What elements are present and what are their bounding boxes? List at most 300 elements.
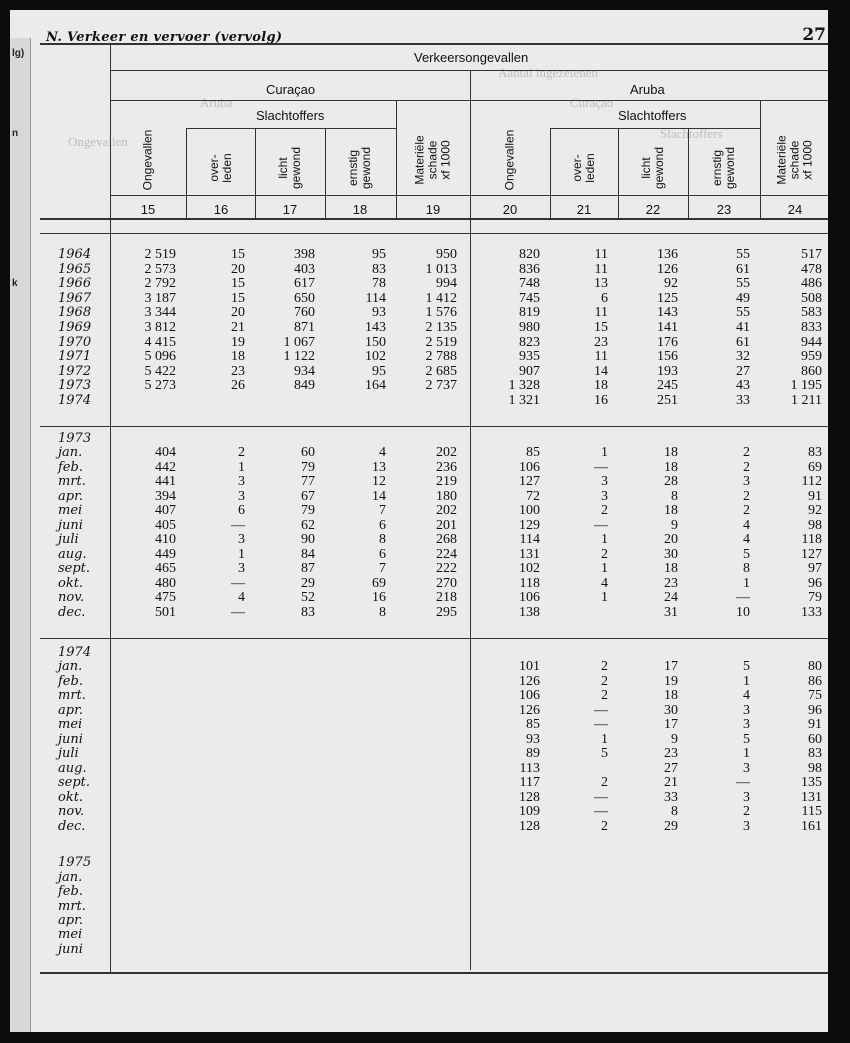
table-cell: 3	[238, 561, 245, 576]
table-cell: 29	[301, 575, 315, 591]
row-label: dec.	[58, 604, 86, 620]
table-cell: 141	[657, 320, 678, 335]
table-cell: 2 685	[425, 363, 457, 379]
table-cell: —	[231, 575, 245, 591]
rule	[255, 128, 256, 218]
table-cell: 3	[743, 818, 750, 834]
table-cell: 2	[601, 546, 608, 562]
rule	[688, 128, 689, 218]
table-cell: 43	[736, 378, 750, 394]
table-cell: 3	[743, 760, 750, 776]
table-cell: 1 211	[791, 393, 822, 408]
strip-text: n	[12, 128, 19, 139]
table-cell: 52	[301, 590, 315, 605]
table-cell: 407	[155, 503, 176, 518]
table-cell: 62	[301, 517, 315, 533]
table-cell: 161	[801, 818, 822, 834]
table-cell: 126	[519, 702, 540, 718]
table-cell: —	[231, 604, 245, 620]
table-cell: 2 573	[144, 261, 176, 277]
table-cell: 23	[594, 334, 608, 350]
row-label: aug.	[58, 546, 87, 562]
table-cell: —	[594, 517, 608, 533]
column-number: 16	[213, 202, 229, 217]
table-cell: 3	[743, 474, 750, 489]
table-cell: 5 096	[144, 349, 176, 365]
rule	[396, 100, 397, 218]
table-cell: 1	[601, 590, 608, 605]
table-cell: 23	[664, 746, 678, 761]
table-cell: 1	[743, 575, 750, 591]
rule	[186, 128, 396, 129]
table-cell: 15	[231, 290, 245, 306]
row-label: 1964	[58, 247, 92, 262]
table-cell: 93	[526, 731, 540, 747]
table-cell: —	[594, 804, 608, 819]
table-cell: 83	[808, 445, 822, 460]
column-number: 19	[425, 202, 441, 217]
table-cell: 517	[801, 247, 822, 262]
table-cell: 3	[743, 702, 750, 718]
table-cell: 93	[372, 305, 386, 321]
table-cell: 1 013	[425, 261, 457, 277]
header-schade-curacao: Materiële schade xf 1000	[412, 135, 453, 185]
header-schade-aruba: Materiële schade xf 1000	[774, 135, 815, 185]
table-cell: 61	[736, 261, 750, 277]
table-cell: 465	[155, 561, 176, 576]
table-cell: 49	[736, 290, 750, 306]
rule	[40, 43, 828, 45]
table-cell: 9	[671, 731, 678, 747]
row-label: apr.	[58, 912, 83, 928]
table-cell: 650	[294, 290, 315, 306]
table-cell: 3	[601, 474, 608, 489]
bleed-through-text: Slachtoffers	[660, 126, 723, 141]
table-cell: 410	[155, 532, 176, 547]
column-number: 24	[787, 202, 803, 217]
table-cell: 2 737	[425, 378, 457, 394]
table-cell: 2 788	[425, 349, 457, 365]
row-label: 1972	[58, 363, 92, 379]
table-cell: 16	[372, 590, 386, 605]
table-cell: 10	[736, 604, 750, 620]
row-label: juni	[58, 517, 83, 533]
rule	[110, 195, 828, 196]
table-cell: 9	[671, 517, 678, 533]
table-cell: 86	[808, 673, 822, 689]
table-cell: 994	[436, 276, 457, 292]
table-cell: 30	[664, 702, 678, 718]
row-label: nov.	[58, 804, 85, 819]
table-cell: 403	[294, 261, 315, 277]
row-label: 1970	[58, 334, 92, 350]
table-cell: 7	[379, 503, 386, 518]
table-cell: 29	[664, 818, 678, 834]
row-label: 1966	[58, 276, 92, 292]
table-cell: 2	[601, 688, 608, 703]
row-label: 1974	[58, 393, 92, 408]
table-cell: —	[594, 702, 608, 718]
table-cell: 1	[601, 445, 608, 460]
table-cell: 2 792	[144, 276, 176, 292]
table-cell: 5	[743, 546, 750, 562]
table-cell: 18	[594, 378, 608, 394]
table-cell: 41	[736, 320, 750, 335]
table-cell: 129	[519, 517, 540, 533]
table-cell: 33	[664, 789, 678, 805]
table-cell: 118	[801, 532, 822, 547]
adjacent-page-edge	[10, 38, 31, 1032]
table-cell: 1 122	[283, 349, 315, 365]
table-cell: 126	[519, 673, 540, 689]
row-label: jan.	[58, 445, 83, 460]
row-label: jan.	[58, 870, 83, 885]
table-cell: 3	[743, 789, 750, 805]
table-cell: 13	[372, 459, 386, 475]
table-cell: 819	[519, 305, 540, 321]
table-cell: 131	[519, 546, 540, 562]
row-label: aug.	[58, 760, 87, 776]
table-cell: 11	[594, 349, 608, 365]
table-cell: 6	[379, 546, 386, 562]
header-ongevallen-curacao: Ongevallen	[140, 129, 155, 191]
table-cell: —	[594, 717, 608, 732]
row-label: 1969	[58, 320, 92, 335]
table-cell: 950	[436, 247, 457, 262]
table-cell: 131	[801, 789, 822, 805]
rule	[760, 100, 761, 218]
table-cell: 77	[301, 474, 315, 489]
table-cell: 69	[808, 459, 822, 475]
table-cell: 79	[301, 503, 315, 518]
document-page	[10, 10, 828, 1032]
table-cell: 270	[436, 575, 457, 591]
rule	[110, 100, 828, 101]
table-cell: 449	[155, 546, 176, 562]
table-cell: 218	[436, 590, 457, 605]
column-number: 20	[502, 202, 518, 217]
table-cell: 125	[657, 290, 678, 306]
bleed-through-text: Aruba	[200, 95, 233, 110]
header-ernstig-gewond-aruba: ernstig gewond	[710, 146, 737, 190]
table-cell: 8	[379, 532, 386, 547]
table-cell: 1 328	[508, 378, 540, 394]
table-cell: 5	[743, 659, 750, 674]
table-cell: 2	[601, 673, 608, 689]
table-cell: 3 187	[144, 290, 176, 306]
table-cell: 109	[519, 804, 540, 819]
table-cell: 27	[736, 363, 750, 379]
table-cell: 13	[594, 276, 608, 292]
rule	[110, 43, 111, 973]
bleed-through-text: Curaçao	[570, 95, 614, 110]
row-label: 1975	[58, 855, 92, 870]
table-cell: 133	[801, 604, 822, 620]
table-cell: 823	[519, 334, 540, 350]
table-cell: 583	[801, 305, 822, 321]
rule	[325, 128, 326, 218]
table-cell: 860	[801, 363, 822, 379]
table-cell: 106	[519, 459, 540, 475]
table-cell: 268	[436, 532, 457, 547]
row-label: mei	[58, 503, 83, 518]
table-cell: 27	[664, 760, 678, 776]
table-cell: 1 067	[283, 334, 315, 350]
table-cell: 224	[436, 546, 457, 562]
table-cell: 112	[801, 474, 822, 489]
table-cell: 11	[594, 305, 608, 321]
table-cell: 486	[801, 276, 822, 292]
header-curacao: Curaçao	[266, 82, 316, 97]
bleed-through-text: Aantal ingezetenen	[498, 65, 598, 80]
table-cell: 478	[801, 261, 822, 277]
rule	[618, 128, 619, 218]
table-cell: 1	[743, 673, 750, 689]
table-cell: 15	[231, 276, 245, 292]
table-cell: 98	[808, 760, 822, 776]
row-label: okt.	[58, 789, 84, 805]
table-cell: 176	[657, 334, 678, 350]
table-cell: 114	[519, 532, 540, 547]
table-cell: 55	[736, 247, 750, 262]
page-title: N. Verkeer en vervoer (vervolg)	[46, 30, 283, 45]
table-cell: 126	[657, 261, 678, 277]
table-cell: 3 812	[144, 320, 176, 335]
table-cell: 2	[743, 459, 750, 475]
table-cell: 2 519	[144, 247, 176, 262]
table-cell: 23	[664, 575, 678, 591]
page-number: 27	[802, 25, 826, 45]
table-cell: 19	[664, 673, 678, 689]
table-cell: 3 344	[144, 305, 176, 321]
table-cell: 67	[301, 488, 315, 504]
table-cell: 980	[519, 320, 540, 335]
table-cell: —	[231, 517, 245, 533]
table-cell: —	[736, 775, 750, 790]
table-cell: 201	[436, 517, 457, 533]
table-cell: 475	[155, 590, 176, 605]
table-cell: 83	[808, 746, 822, 761]
table-cell: 72	[526, 488, 540, 504]
table-cell: 3	[601, 488, 608, 504]
table-cell: 117	[519, 775, 540, 790]
table-cell: 1 412	[425, 290, 457, 306]
table-cell: 934	[294, 363, 315, 379]
table-cell: 2	[743, 503, 750, 518]
table-cell: 2 519	[425, 334, 457, 350]
table-cell: 18	[231, 349, 245, 365]
table-cell: 127	[801, 546, 822, 562]
table-cell: 85	[526, 445, 540, 460]
table-cell: 2	[601, 818, 608, 834]
rule	[40, 233, 828, 234]
table-cell: 18	[664, 459, 678, 475]
table-cell: 5	[601, 746, 608, 761]
table-cell: 1 195	[790, 378, 822, 394]
table-cell: 3	[743, 717, 750, 732]
table-cell: 8	[379, 604, 386, 620]
table-cell: 84	[301, 546, 315, 562]
table-cell: 193	[657, 363, 678, 379]
table-cell: 14	[594, 363, 608, 379]
table-cell: 4	[743, 688, 750, 703]
table-cell: 295	[436, 604, 457, 620]
row-label: 1967	[58, 290, 92, 306]
row-label: 1968	[58, 305, 92, 321]
table-cell: 24	[664, 590, 678, 605]
table-cell: 2	[601, 775, 608, 790]
table-cell: 180	[436, 488, 457, 504]
table-cell: 820	[519, 247, 540, 262]
table-cell: 106	[519, 590, 540, 605]
column-number: 17	[282, 202, 298, 217]
table-cell: 98	[808, 517, 822, 533]
column-number: 23	[716, 202, 732, 217]
table-cell: 17	[664, 659, 678, 674]
table-cell: 1 576	[425, 305, 457, 321]
table-cell: 1	[601, 561, 608, 576]
table-cell: 61	[736, 334, 750, 350]
table-cell: 2	[743, 804, 750, 819]
table-cell: 1 321	[508, 393, 540, 408]
table-cell: 21	[664, 775, 678, 790]
table-cell: 508	[801, 290, 822, 306]
table-cell: 1	[238, 459, 245, 475]
table-cell: 18	[664, 445, 678, 460]
table-cell: 91	[808, 717, 822, 732]
table-cell: 1	[601, 731, 608, 747]
table-cell: 4	[743, 517, 750, 533]
rule	[550, 128, 551, 218]
row-label: dec.	[58, 818, 86, 834]
table-cell: 760	[294, 305, 315, 321]
row-label: 1973	[58, 431, 92, 446]
table-cell: 4	[743, 532, 750, 547]
table-cell: 836	[519, 261, 540, 277]
table-cell: 21	[231, 320, 245, 335]
table-cell: 19	[231, 334, 245, 350]
row-label: mrt.	[58, 474, 86, 489]
rule	[40, 638, 828, 639]
table-cell: 2	[601, 503, 608, 518]
row-label: okt.	[58, 575, 84, 591]
table-cell: 20	[231, 261, 245, 277]
table-cell: 135	[801, 775, 822, 790]
table-cell: 150	[365, 334, 386, 350]
table-cell: 8	[671, 488, 678, 504]
row-label: nov.	[58, 590, 85, 605]
rule	[550, 128, 760, 129]
table-cell: 95	[372, 363, 386, 379]
table-cell: 11	[594, 261, 608, 277]
table-cell: 236	[436, 459, 457, 475]
table-cell: 2 135	[425, 320, 457, 335]
table-cell: 92	[808, 503, 822, 518]
table-cell: 3	[238, 474, 245, 489]
table-cell: 102	[519, 561, 540, 576]
row-label: 1974	[58, 645, 92, 660]
row-label: 1965	[58, 261, 92, 277]
table-cell: 398	[294, 247, 315, 262]
table-cell: 28	[664, 474, 678, 489]
header-ongevallen-aruba: Ongevallen	[502, 129, 517, 191]
table-cell: 20	[231, 305, 245, 321]
table-cell: 32	[736, 349, 750, 365]
table-cell: 69	[372, 575, 386, 591]
table-cell: 31	[664, 604, 678, 620]
table-cell: 404	[155, 445, 176, 460]
table-cell: 245	[657, 378, 678, 394]
table-cell: 4 415	[144, 334, 176, 350]
table-cell: 138	[519, 604, 540, 620]
table-cell: 115	[801, 804, 822, 819]
table-cell: 128	[519, 818, 540, 834]
header-aruba: Aruba	[630, 82, 665, 97]
table-cell: 156	[657, 349, 678, 365]
header-overleden-aruba: over- leden	[570, 153, 597, 183]
row-label: feb.	[58, 884, 83, 900]
row-label: sept.	[58, 561, 91, 576]
table-cell: 91	[808, 488, 822, 504]
table-cell: 11	[594, 247, 608, 262]
table-cell: 18	[664, 688, 678, 703]
table-cell: 83	[301, 604, 315, 620]
table-cell: 97	[808, 561, 822, 576]
rule	[40, 972, 828, 974]
table-cell: 89	[526, 746, 540, 761]
table-cell: 3	[238, 488, 245, 504]
header-verkeersongevallen: Verkeersongevallen	[414, 50, 529, 65]
table-cell: 4	[379, 445, 386, 460]
column-number: 21	[576, 202, 592, 217]
table-cell: —	[736, 590, 750, 605]
table-cell: 75	[808, 688, 822, 703]
table-cell: 60	[301, 445, 315, 460]
table-cell: 18	[664, 503, 678, 518]
strip-text: k	[12, 278, 18, 289]
table-cell: 101	[519, 659, 540, 674]
table-cell: 96	[808, 702, 822, 718]
table-cell: 6	[601, 290, 608, 306]
table-cell: 106	[519, 688, 540, 703]
row-label: 1973	[58, 378, 92, 394]
table-cell: 251	[657, 393, 678, 408]
header-licht-gewond-aruba: licht gewond	[639, 146, 666, 190]
table-cell: 935	[519, 349, 540, 365]
header-ernstig-gewond-curacao: ernstig gewond	[346, 146, 373, 190]
row-label: mrt.	[58, 688, 86, 703]
table-cell: 85	[526, 717, 540, 732]
table-cell: 55	[736, 276, 750, 292]
table-cell: 2	[601, 659, 608, 674]
strip-text: lg)	[12, 48, 25, 59]
table-cell: 2	[238, 445, 245, 460]
row-label: feb.	[58, 673, 83, 689]
table-cell: 441	[155, 474, 176, 489]
table-cell: 1	[601, 532, 608, 547]
table-cell: 8	[671, 804, 678, 819]
table-cell: 16	[594, 393, 608, 408]
rule	[40, 218, 828, 220]
column-number: 18	[352, 202, 368, 217]
rule	[186, 128, 187, 218]
table-cell: 92	[664, 276, 678, 292]
table-cell: 833	[801, 320, 822, 335]
table-cell: 219	[436, 474, 457, 489]
rule	[40, 426, 828, 427]
table-cell: 5 273	[144, 378, 176, 394]
table-cell: 745	[519, 290, 540, 306]
